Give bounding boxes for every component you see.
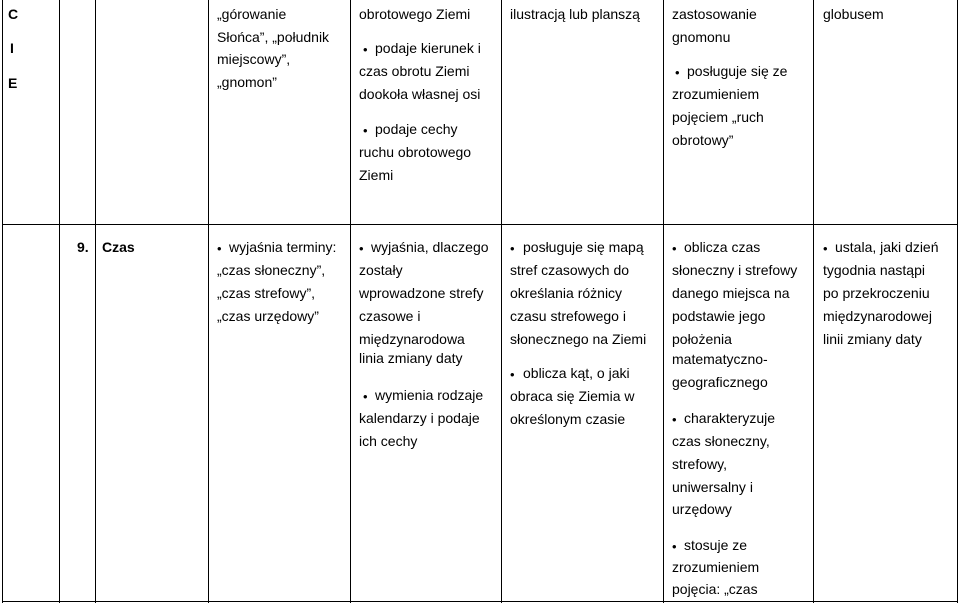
- row-divider: [2, 224, 958, 225]
- cell-line: podaje cechy: [375, 121, 458, 137]
- grid-line: [350, 0, 351, 603]
- side-letter: I: [10, 40, 14, 56]
- cell-line: ich cechy: [359, 433, 418, 449]
- bullet-icon: •: [217, 241, 222, 256]
- cell-line: wprowadzone strefy: [359, 285, 484, 301]
- cell-line: podstawie jego: [672, 308, 766, 324]
- bullet-icon: •: [672, 539, 677, 554]
- cell-line: położenia: [672, 331, 732, 347]
- bullet-icon: •: [672, 412, 677, 427]
- cell-line: określonym czasie: [510, 411, 626, 427]
- cell-line: oblicza czas: [684, 239, 761, 255]
- cell-line: obrotowego Ziemi: [359, 6, 471, 22]
- cell-line: słoneczny i strefowy: [672, 262, 798, 278]
- cell-line: zrozumieniem: [672, 559, 760, 575]
- cell-line: wyjaśnia terminy:: [229, 239, 337, 255]
- cell-line: zrozumieniem: [672, 86, 760, 102]
- cell-line: Słońca”, „południk: [217, 29, 330, 45]
- bullet-icon: •: [672, 241, 677, 256]
- cell-line: stref czasowych do: [510, 262, 630, 278]
- cell-line: dookoła własnej osi: [359, 86, 481, 102]
- cell-line: „górowanie: [217, 6, 287, 22]
- cell-line: wymienia rodzaje: [375, 387, 484, 403]
- cell-line: gnomonu: [672, 29, 731, 45]
- cell-line: zostały: [359, 262, 403, 278]
- bullet-icon: •: [363, 123, 368, 138]
- cell-line: strefowy,: [672, 456, 727, 472]
- row-number: 9.: [77, 239, 89, 255]
- bullet-icon: •: [675, 65, 680, 80]
- cell-line: Ziemi: [359, 167, 394, 183]
- bullet-icon: •: [510, 367, 515, 382]
- cell-line: globusem: [823, 6, 884, 22]
- cell-line: „czas strefowy”,: [217, 285, 316, 301]
- cell-line: linia zmiany daty: [359, 350, 463, 366]
- cell-line: „czas urzędowy”: [217, 308, 319, 324]
- cell-line: zastosowanie: [672, 6, 757, 22]
- grid-line: [208, 0, 209, 603]
- cell-line: urzędowy: [672, 501, 732, 517]
- cell-line: podaje kierunek i: [375, 40, 481, 56]
- cell-line: słonecznego na Ziemi: [510, 331, 647, 347]
- cell-line: określania różnicy: [510, 285, 623, 301]
- cell-line: uniwersalny i: [672, 479, 753, 495]
- grid-line: [813, 0, 814, 603]
- bullet-icon: •: [510, 241, 515, 256]
- cell-line: posługuje się mapą: [523, 239, 644, 255]
- cell-line: „czas słoneczny”,: [217, 262, 326, 278]
- cell-line: czasu strefowego i: [510, 308, 626, 324]
- grid-line: [59, 0, 60, 603]
- cell-line: międzynarodowa: [359, 331, 465, 347]
- grid-line: [2, 0, 3, 603]
- cell-line: ustala, jaki dzień: [835, 239, 939, 255]
- cell-line: matematyczno-: [672, 351, 768, 367]
- cell-line: miejscowy”,: [217, 51, 291, 67]
- cell-line: kalendarzy i podaje: [359, 410, 480, 426]
- bullet-icon: •: [363, 42, 368, 57]
- side-letter: C: [8, 6, 19, 22]
- cell-line: ruchu obrotowego: [359, 144, 472, 160]
- cell-line: oblicza kąt, o jaki: [523, 365, 630, 381]
- cell-line: linii zmiany daty: [823, 331, 922, 347]
- topic-title: Czas: [102, 239, 135, 255]
- side-letter: E: [8, 75, 18, 91]
- cell-line: charakteryzuje: [684, 410, 776, 426]
- bullet-icon: •: [363, 389, 368, 404]
- bullet-icon: •: [359, 241, 364, 256]
- cell-line: wyjaśnia, dlaczego: [371, 239, 489, 255]
- cell-line: stosuje ze: [684, 537, 748, 553]
- grid-line: [957, 0, 958, 603]
- cell-line: obrotowy”: [672, 132, 734, 148]
- cell-line: pojęcia: „czas: [672, 581, 758, 597]
- cell-line: posługuje się ze: [687, 63, 788, 79]
- cell-line: czas słoneczny,: [672, 433, 770, 449]
- cell-line: danego miejsca na: [672, 285, 790, 301]
- grid-line: [95, 0, 96, 603]
- cell-line: „gnomon”: [217, 74, 277, 90]
- cell-line: tygodnia nastąpi: [823, 262, 925, 278]
- table-bottom-border: [2, 601, 958, 602]
- cell-line: geograficznego: [672, 374, 768, 390]
- bullet-icon: •: [823, 241, 828, 256]
- cell-line: obraca się Ziemia w: [510, 388, 635, 404]
- cell-line: po przekroczeniu: [823, 285, 930, 301]
- cell-line: ilustracją lub planszą: [510, 6, 640, 22]
- cell-line: czas obrotu Ziemi: [359, 63, 470, 79]
- grid-line: [663, 0, 664, 603]
- cell-line: międzynarodowej: [823, 308, 932, 324]
- grid-line: [501, 0, 502, 603]
- cell-line: czasowe i: [359, 308, 421, 324]
- cell-line: pojęciem „ruch: [672, 109, 764, 125]
